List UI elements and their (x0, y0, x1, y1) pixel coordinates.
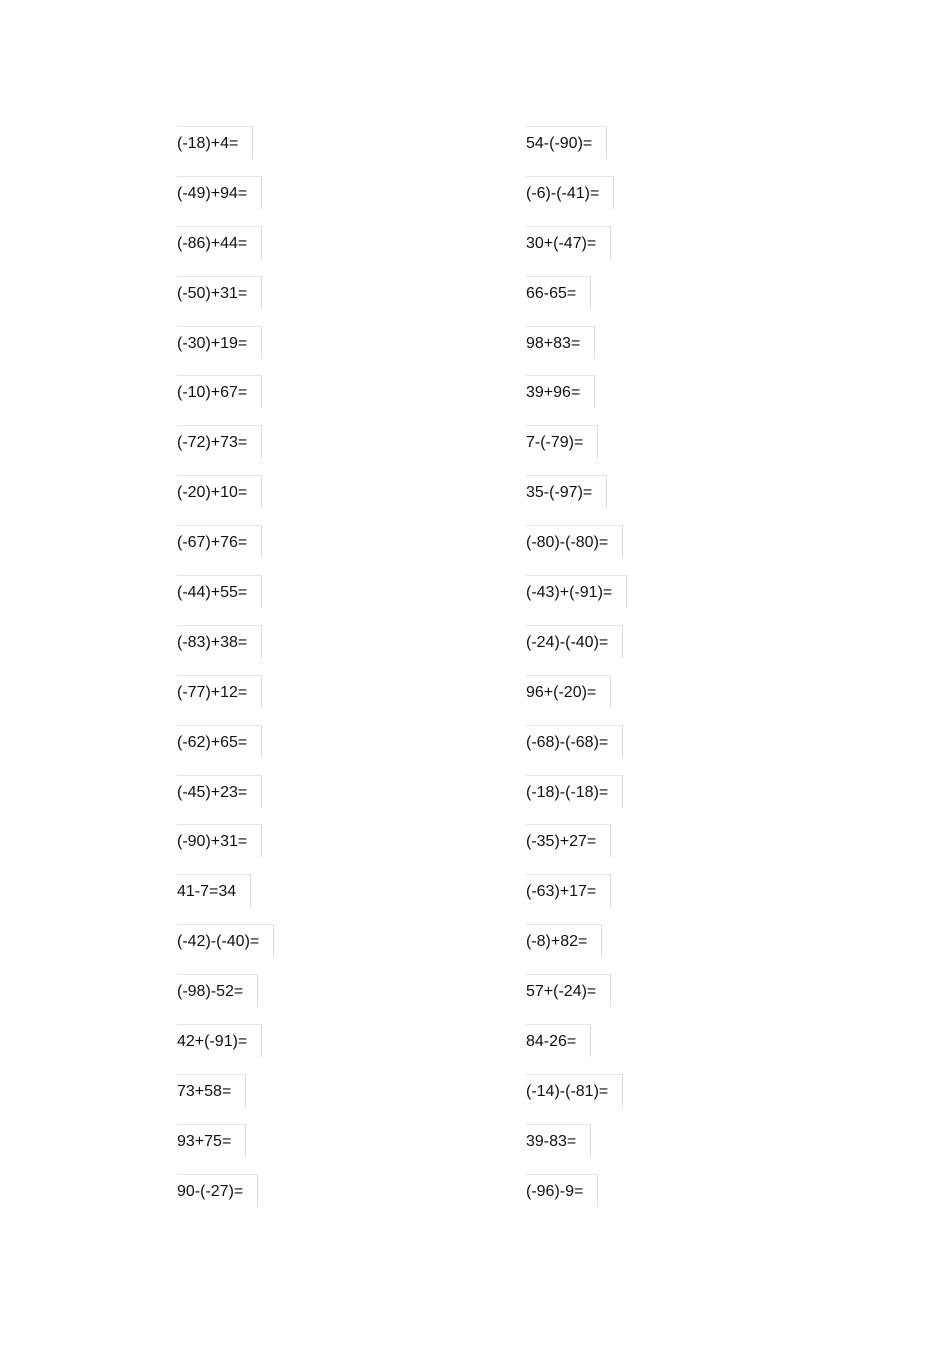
problem-text: (-80)-(-80)= (526, 525, 623, 558)
problem-text: 90-(-27)= (177, 1174, 258, 1207)
problem-text: (-8)+82= (526, 924, 602, 957)
problem-text: (-44)+55= (177, 575, 262, 608)
problem-row (526, 126, 627, 159)
problem-row (526, 375, 627, 408)
problem-text: (-72)+73= (177, 425, 262, 458)
problem-row (526, 974, 627, 1007)
problem-text: 98+83= (526, 326, 595, 359)
problem-text: 73+58= (177, 1074, 246, 1107)
problem-row (177, 725, 274, 758)
problem-text: 39+96= (526, 375, 595, 408)
problem-row (526, 525, 627, 558)
problem-row (526, 775, 627, 808)
problem-row (177, 625, 274, 658)
problem-text: 39-83= (526, 1124, 591, 1157)
problem-row (177, 575, 274, 608)
problem-text: (-18)-(-18)= (526, 775, 623, 808)
problem-text: (-45)+23= (177, 775, 262, 808)
problem-row (177, 775, 274, 808)
problem-row (177, 924, 274, 957)
problem-row (177, 1024, 274, 1057)
problem-row (177, 375, 274, 408)
problem-text: (-90)+31= (177, 824, 262, 857)
problem-text: 41-7=34 (177, 874, 251, 907)
problem-row (177, 1074, 274, 1107)
problem-text: 42+(-91)= (177, 1024, 262, 1057)
problem-text: (-98)-52= (177, 974, 258, 1007)
problem-row (177, 425, 274, 458)
problem-row (526, 1124, 627, 1157)
problem-row (177, 126, 274, 159)
problem-text: (-43)+(-91)= (526, 575, 627, 608)
problem-row (526, 675, 627, 708)
problem-text: (-14)-(-81)= (526, 1074, 623, 1107)
left-problem-column (177, 126, 274, 1224)
problem-row (526, 226, 627, 259)
problem-text: (-18)+4= (177, 126, 253, 159)
problem-row (526, 725, 627, 758)
problem-row (177, 675, 274, 708)
problem-row (177, 874, 274, 907)
problem-row (177, 176, 274, 209)
problem-text: (-68)-(-68)= (526, 725, 623, 758)
problem-row (526, 1174, 627, 1207)
problem-text: 84-26= (526, 1024, 591, 1057)
problem-text: (-62)+65= (177, 725, 262, 758)
problem-row (177, 226, 274, 259)
problem-text: (-63)+17= (526, 874, 611, 907)
problem-row (177, 276, 274, 309)
problem-text: (-77)+12= (177, 675, 262, 708)
problem-row (526, 176, 627, 209)
problem-text: (-42)-(-40)= (177, 924, 274, 957)
problem-row (177, 1174, 274, 1207)
problem-row (177, 475, 274, 508)
problem-row (526, 326, 627, 359)
problem-text: (-10)+67= (177, 375, 262, 408)
problem-row (526, 425, 627, 458)
problem-text: 57+(-24)= (526, 974, 611, 1007)
problem-text: (-30)+19= (177, 326, 262, 359)
problem-row (526, 874, 627, 907)
right-problem-column (526, 126, 627, 1224)
problem-row (526, 575, 627, 608)
problem-text: 93+75= (177, 1124, 246, 1157)
problem-text: (-20)+10= (177, 475, 262, 508)
problem-text: 96+(-20)= (526, 675, 611, 708)
problem-text: 54-(-90)= (526, 126, 607, 159)
problem-row (526, 625, 627, 658)
problem-text: (-67)+76= (177, 525, 262, 558)
problem-row (526, 1074, 627, 1107)
problem-row (177, 1124, 274, 1157)
problem-row (526, 475, 627, 508)
problem-row (177, 974, 274, 1007)
problem-text: (-49)+94= (177, 176, 262, 209)
problem-row (177, 824, 274, 857)
problem-text: 66-65= (526, 276, 591, 309)
problem-text: (-35)+27= (526, 824, 611, 857)
problem-row (177, 525, 274, 558)
problem-text: 30+(-47)= (526, 226, 611, 259)
problem-text: (-24)-(-40)= (526, 625, 623, 658)
problem-text: (-50)+31= (177, 276, 262, 309)
problem-text: (-6)-(-41)= (526, 176, 614, 209)
problem-text: (-96)-9= (526, 1174, 598, 1207)
problem-row (177, 326, 274, 359)
problem-row (526, 924, 627, 957)
problem-text: 7-(-79)= (526, 425, 598, 458)
problem-row (526, 824, 627, 857)
problem-text: (-83)+38= (177, 625, 262, 658)
problem-text: (-86)+44= (177, 226, 262, 259)
problem-text: 35-(-97)= (526, 475, 607, 508)
problem-row (526, 1024, 627, 1057)
problem-row (526, 276, 627, 309)
